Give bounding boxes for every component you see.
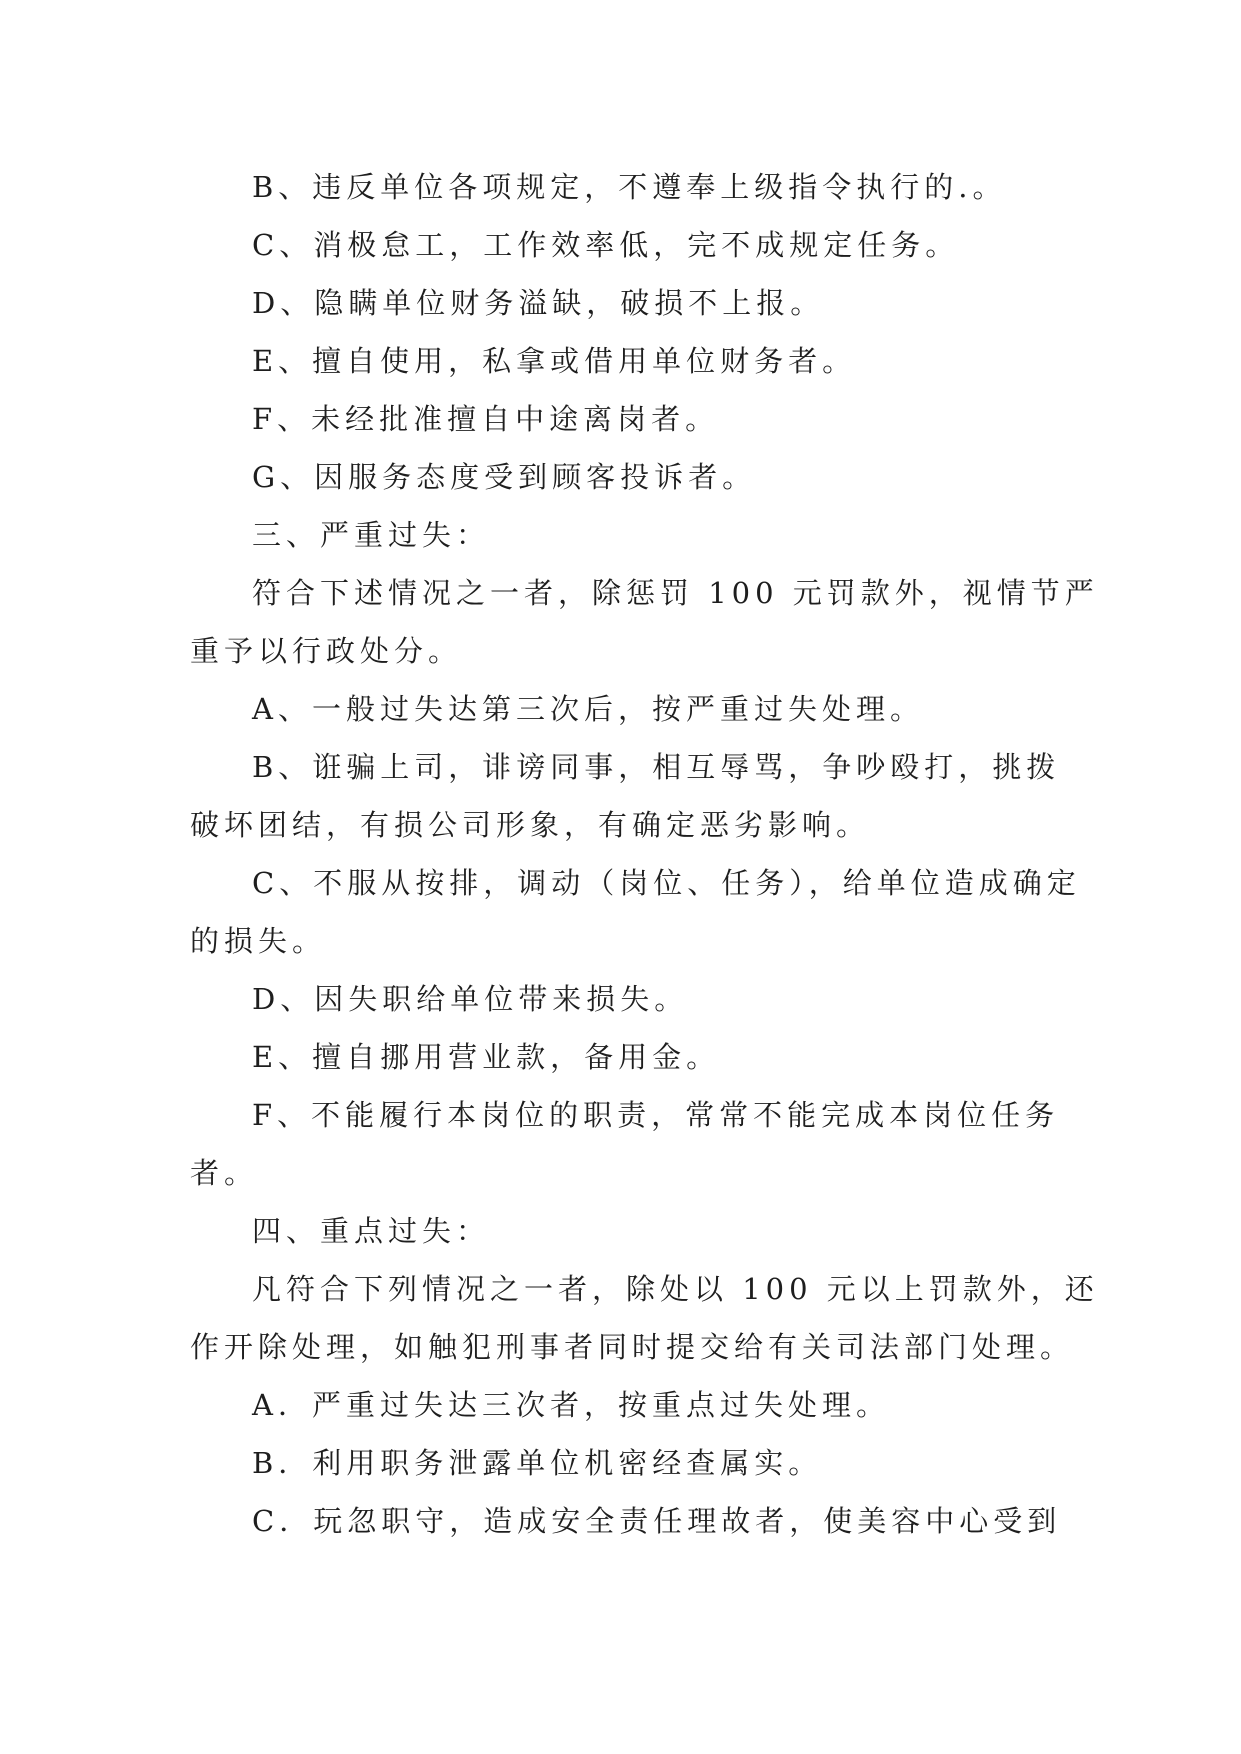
text-line: B、诳骗上司，诽谤同事，相互辱骂，争吵殴打，挑拨 xyxy=(252,750,1061,784)
text-line: 凡符合下列情况之一者，除处以 100 元以上罚款外，还 xyxy=(252,1272,1099,1306)
text-line: F、未经批准擅自中途离岗者。 xyxy=(252,402,720,436)
section-heading: 三、严重过失： xyxy=(252,518,491,552)
text-line: 破坏团结，有损公司形象，有确定恶劣影响。 xyxy=(190,808,871,842)
text-line: 符合下述情况之一者，除惩罚 100 元罚款外，视情节严 xyxy=(252,576,1099,610)
text-line: B．利用职务泄露单位机密经查属实。 xyxy=(252,1446,823,1480)
text-line: C．玩忽职守，造成安全责任理故者，使美容中心受到 xyxy=(252,1504,1062,1538)
text-line: 的损失。 xyxy=(190,924,327,958)
text-line: E、擅自挪用营业款，备用金。 xyxy=(252,1040,721,1074)
text-line: F、不能履行本岗位的职责，常常不能完成本岗位任务 xyxy=(252,1098,1060,1132)
text-line: E、擅自使用，私拿或借用单位财务者。 xyxy=(252,344,857,378)
text-line: A、一般过失达第三次后，按严重过失处理。 xyxy=(252,692,924,726)
text-line: 作开除处理，如触犯刑事者同时提交给有关司法部门处理。 xyxy=(190,1330,1075,1364)
text-line: A．严重过失达三次者，按重点过失处理。 xyxy=(252,1388,890,1422)
text-line: D、隐瞒单位财务溢缺，破损不上报。 xyxy=(252,286,825,320)
text-line: C、消极怠工，工作效率低，完不成规定任务。 xyxy=(252,228,960,262)
text-line: D、因失职给单位带来损失。 xyxy=(252,982,689,1016)
text-line: C、不服从按排，调动（岗位、任务），给单位造成确定 xyxy=(252,866,1081,900)
section-heading: 四、重点过失： xyxy=(252,1214,491,1248)
text-line: B、违反单位各项规定，不遵奉上级指令执行的.。 xyxy=(252,170,1007,204)
text-line: G、因服务态度受到顾客投诉者。 xyxy=(252,460,757,494)
text-line: 者。 xyxy=(190,1156,259,1190)
text-line: 重予以行政处分。 xyxy=(190,634,463,668)
document-body xyxy=(190,158,1099,1550)
